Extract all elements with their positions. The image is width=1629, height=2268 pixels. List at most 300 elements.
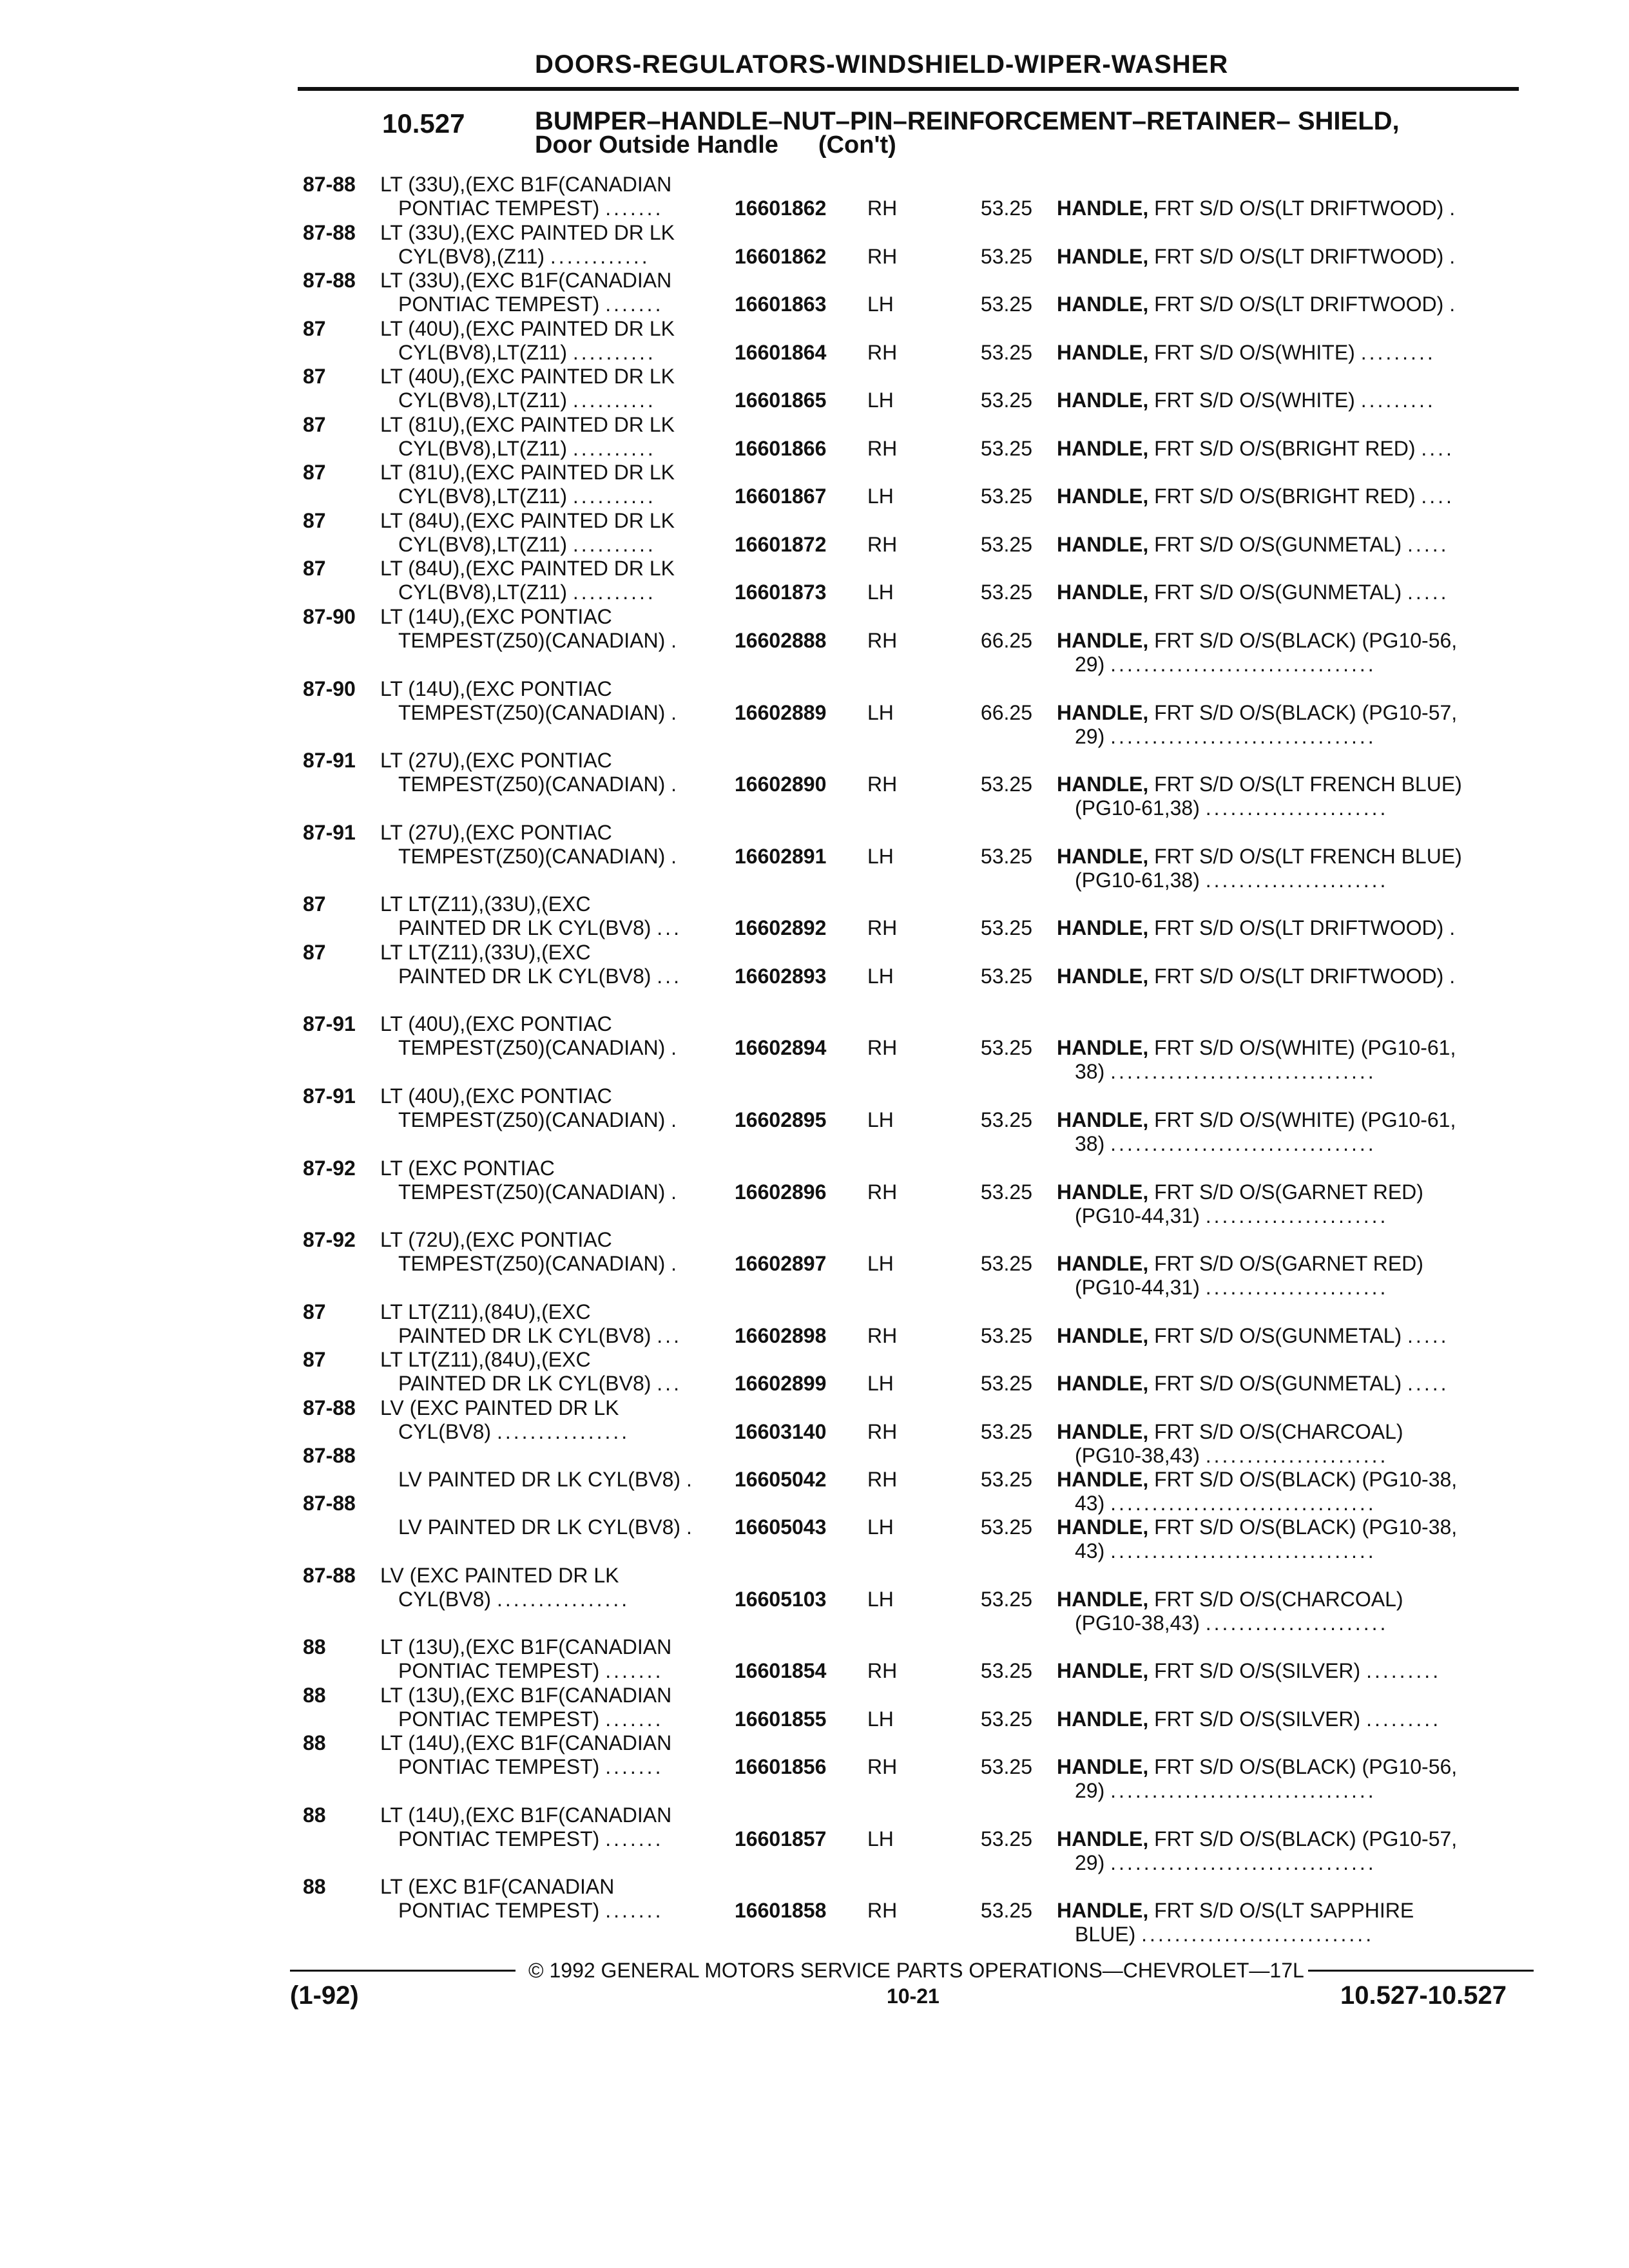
model-years: 87-88 bbox=[303, 1444, 356, 1467]
price: 53.25 bbox=[980, 1899, 1032, 1922]
leader-dots: .......... bbox=[572, 581, 656, 604]
description-noun: HANDLE, bbox=[1057, 197, 1149, 220]
side: RH bbox=[867, 1468, 898, 1491]
model-years: 87-91 bbox=[303, 821, 356, 844]
part-row bbox=[0, 1157, 1629, 1227]
leader-dots: ...................... bbox=[1205, 1276, 1389, 1299]
part-description bbox=[1057, 1659, 1441, 1682]
leader-dots: . bbox=[1449, 197, 1458, 220]
description-text-line2: 29) bbox=[1075, 725, 1105, 748]
description-noun: HANDLE, bbox=[1057, 1036, 1149, 1059]
leader-dots: ....... bbox=[605, 1827, 664, 1850]
description-text-line2: (PG10-44,31) bbox=[1075, 1276, 1200, 1299]
part-description bbox=[1057, 485, 1454, 508]
description-continuation bbox=[1075, 1204, 1388, 1227]
price: 53.25 bbox=[980, 293, 1032, 316]
leader-dots: . bbox=[686, 1515, 695, 1539]
description-text: FRT S/D O/S(WHITE) (PG10-61, bbox=[1154, 1036, 1456, 1059]
description-noun: HANDLE, bbox=[1057, 1252, 1149, 1275]
description-text: FRT S/D O/S(GARNET RED) bbox=[1154, 1252, 1423, 1275]
leader-dots: . bbox=[671, 1252, 680, 1275]
description-noun: HANDLE, bbox=[1057, 1827, 1149, 1850]
application-text: CYL(BV8),LT(Z11) bbox=[398, 581, 567, 604]
description-text: FRT S/D O/S(BLACK) (PG10-38, bbox=[1154, 1468, 1458, 1491]
description-noun: HANDLE, bbox=[1057, 1420, 1149, 1443]
price: 53.25 bbox=[980, 197, 1032, 220]
part-description bbox=[1057, 1468, 1457, 1491]
part-description bbox=[1057, 1372, 1449, 1395]
application-text: CYL(BV8),LT(Z11) bbox=[398, 341, 567, 364]
application-line2 bbox=[398, 293, 663, 316]
application-line1: LT LT(Z11),(33U),(EXC bbox=[380, 892, 591, 916]
part-row bbox=[0, 1396, 1629, 1467]
application-line2 bbox=[398, 533, 656, 556]
part-row bbox=[0, 821, 1629, 892]
part-description bbox=[1057, 1827, 1457, 1850]
leader-dots: ... bbox=[657, 916, 682, 939]
application-text: TEMPEST(Z50)(CANADIAN) bbox=[398, 1036, 666, 1059]
model-years: 87-91 bbox=[303, 749, 356, 772]
side: LH bbox=[867, 1515, 894, 1539]
application-line2 bbox=[398, 1659, 663, 1682]
price: 53.25 bbox=[980, 389, 1032, 412]
part-row bbox=[0, 1875, 1629, 1946]
description-text: FRT S/D O/S(BLACK) (PG10-56, bbox=[1154, 629, 1458, 652]
side: RH bbox=[867, 1036, 898, 1059]
revision-date: (1-92) bbox=[290, 1981, 359, 2010]
leader-dots: ................ bbox=[496, 1588, 630, 1611]
leader-dots: . bbox=[1449, 965, 1458, 988]
description-continuation bbox=[1075, 1132, 1376, 1155]
description-text: FRT S/D O/S(WHITE) bbox=[1154, 389, 1355, 412]
price: 53.25 bbox=[980, 1827, 1032, 1850]
model-years: 87-92 bbox=[303, 1157, 356, 1180]
description-text: FRT S/D O/S(GARNET RED) bbox=[1154, 1180, 1423, 1204]
part-row bbox=[0, 749, 1629, 820]
header-rule bbox=[298, 87, 1519, 91]
description-text-line2: 29) bbox=[1075, 1851, 1105, 1874]
leader-dots: ..... bbox=[1407, 581, 1449, 604]
part-number: 16601867 bbox=[735, 485, 827, 508]
application-line2 bbox=[398, 629, 679, 652]
description-continuation bbox=[1075, 1611, 1388, 1635]
side: LH bbox=[867, 389, 894, 412]
description-text: FRT S/D O/S(LT FRENCH BLUE) bbox=[1154, 773, 1462, 796]
part-number: 16601858 bbox=[735, 1899, 827, 1922]
description-continuation bbox=[1075, 1923, 1374, 1946]
price: 53.25 bbox=[980, 1036, 1032, 1059]
application-text: CYL(BV8),LT(Z11) bbox=[398, 437, 567, 460]
part-number: 16602894 bbox=[735, 1036, 827, 1059]
application-line2 bbox=[398, 916, 682, 939]
side: LH bbox=[867, 1372, 894, 1395]
application-text: CYL(BV8),LT(Z11) bbox=[398, 389, 567, 412]
model-years: 87-88 bbox=[303, 1396, 356, 1419]
application-line1: LT (84U),(EXC PAINTED DR LK bbox=[380, 509, 675, 532]
application-text: TEMPEST(Z50)(CANADIAN) bbox=[398, 1180, 666, 1204]
application-line2 bbox=[398, 245, 650, 268]
side: RH bbox=[867, 1659, 898, 1682]
part-number: 16602896 bbox=[735, 1180, 827, 1204]
part-row bbox=[0, 1635, 1629, 1684]
model-years: 87-88 bbox=[303, 221, 356, 244]
description-text-line2: BLUE) bbox=[1075, 1923, 1136, 1946]
side: LH bbox=[867, 1707, 894, 1731]
application-text: PONTIAC TEMPEST) bbox=[398, 1899, 600, 1922]
subsection-title: BUMPER–HANDLE–NUT–PIN–REINFORCEMENT–RETAINER– SHIELD, bbox=[535, 107, 1400, 135]
model-years: 87-91 bbox=[303, 1084, 356, 1108]
part-description bbox=[1057, 245, 1458, 268]
description-noun: HANDLE, bbox=[1057, 1468, 1149, 1491]
subsection-number: 10.527 bbox=[382, 108, 465, 139]
leader-dots: .... bbox=[1421, 485, 1454, 508]
side: RH bbox=[867, 341, 898, 364]
application-line1: LT (14U),(EXC B1F(CANADIAN bbox=[380, 1803, 672, 1827]
application-line2 bbox=[398, 485, 656, 508]
description-noun: HANDLE, bbox=[1057, 581, 1149, 604]
application-line2 bbox=[398, 965, 682, 988]
price: 66.25 bbox=[980, 701, 1032, 724]
side: RH bbox=[867, 245, 898, 268]
leader-dots: . bbox=[671, 1180, 680, 1204]
description-noun: HANDLE, bbox=[1057, 701, 1149, 724]
subsection-subtitle: Door Outside Handle bbox=[535, 131, 778, 159]
application-text: TEMPEST(Z50)(CANADIAN) bbox=[398, 1252, 666, 1275]
description-noun: HANDLE, bbox=[1057, 1659, 1149, 1682]
leader-dots: ......... bbox=[1366, 1707, 1441, 1731]
description-text: FRT S/D O/S(CHARCOAL) bbox=[1154, 1420, 1403, 1443]
leader-dots: ................................ bbox=[1110, 725, 1376, 748]
part-number: 16602898 bbox=[735, 1324, 827, 1347]
model-years: 87 bbox=[303, 557, 326, 580]
application-line2 bbox=[398, 1588, 630, 1611]
part-row bbox=[0, 1803, 1629, 1874]
price: 53.25 bbox=[980, 1420, 1032, 1443]
application-text: TEMPEST(Z50)(CANADIAN) bbox=[398, 701, 666, 724]
application-line1: LT LT(Z11),(84U),(EXC bbox=[380, 1348, 591, 1371]
description-continuation bbox=[1075, 1851, 1376, 1874]
continued-label: (Con't) bbox=[818, 131, 896, 159]
leader-dots: ... bbox=[657, 965, 682, 988]
application-text: LV PAINTED DR LK CYL(BV8) bbox=[398, 1468, 681, 1491]
description-text: FRT S/D O/S(GUNMETAL) bbox=[1154, 533, 1402, 556]
description-noun: HANDLE, bbox=[1057, 293, 1149, 316]
description-text: FRT S/D O/S(GUNMETAL) bbox=[1154, 1372, 1402, 1395]
side: RH bbox=[867, 1324, 898, 1347]
part-description bbox=[1057, 1707, 1441, 1731]
side: RH bbox=[867, 916, 898, 939]
application-line1: LT (40U),(EXC PAINTED DR LK bbox=[380, 365, 675, 388]
leader-dots: . bbox=[1449, 293, 1458, 316]
part-row bbox=[0, 892, 1629, 941]
part-row bbox=[0, 941, 1629, 990]
description-continuation bbox=[1075, 869, 1388, 892]
description-text: FRT S/D O/S(BLACK) (PG10-38, bbox=[1154, 1515, 1458, 1539]
leader-dots: ...................... bbox=[1205, 796, 1389, 820]
application-line2 bbox=[398, 341, 656, 364]
part-number: 16601866 bbox=[735, 437, 827, 460]
description-text: FRT S/D O/S(BRIGHT RED) bbox=[1154, 485, 1416, 508]
part-number: 16601863 bbox=[735, 293, 827, 316]
side: LH bbox=[867, 581, 894, 604]
model-years: 87-91 bbox=[303, 1012, 356, 1035]
description-text-line2: (PG10-38,43) bbox=[1075, 1444, 1200, 1467]
leader-dots: ......... bbox=[1360, 389, 1436, 412]
leader-dots: ......... bbox=[1360, 341, 1436, 364]
application-text: PONTIAC TEMPEST) bbox=[398, 1707, 600, 1731]
leader-dots: ...................... bbox=[1205, 1444, 1389, 1467]
description-text-line2: (PG10-38,43) bbox=[1075, 1611, 1200, 1635]
side: LH bbox=[867, 1827, 894, 1850]
application-line2 bbox=[398, 581, 656, 604]
description-noun: HANDLE, bbox=[1057, 1108, 1149, 1131]
part-description bbox=[1057, 1252, 1423, 1275]
leader-dots: .......... bbox=[572, 485, 656, 508]
price: 53.25 bbox=[980, 533, 1032, 556]
part-row bbox=[0, 1492, 1629, 1562]
part-description bbox=[1057, 1755, 1457, 1778]
part-row bbox=[0, 1012, 1629, 1083]
leader-dots: .......... bbox=[572, 533, 656, 556]
application-line1: LT (EXC B1F(CANADIAN bbox=[380, 1875, 615, 1898]
leader-dots: ....... bbox=[605, 1707, 664, 1731]
part-description bbox=[1057, 773, 1462, 796]
part-description bbox=[1057, 1324, 1449, 1347]
description-text: FRT S/D O/S(LT SAPPHIRE bbox=[1154, 1899, 1414, 1922]
part-row bbox=[0, 365, 1629, 414]
application-line1: LT (27U),(EXC PONTIAC bbox=[380, 749, 612, 772]
price: 53.25 bbox=[980, 581, 1032, 604]
application-text: TEMPEST(Z50)(CANADIAN) bbox=[398, 629, 666, 652]
leader-dots: . bbox=[686, 1468, 695, 1491]
description-text: FRT S/D O/S(BLACK) (PG10-57, bbox=[1154, 1827, 1458, 1850]
application-line1: LT (84U),(EXC PAINTED DR LK bbox=[380, 557, 675, 580]
application-text: PAINTED DR LK CYL(BV8) bbox=[398, 965, 651, 988]
application-line1: LT LT(Z11),(84U),(EXC bbox=[380, 1300, 591, 1323]
leader-dots: .......... bbox=[572, 437, 656, 460]
application-line2 bbox=[398, 1899, 663, 1922]
leader-dots: ................................ bbox=[1110, 1851, 1376, 1874]
side: RH bbox=[867, 1899, 898, 1922]
description-noun: HANDLE, bbox=[1057, 1899, 1149, 1922]
description-text-line2: 38) bbox=[1075, 1132, 1105, 1155]
part-description bbox=[1057, 1108, 1456, 1131]
model-years: 87 bbox=[303, 941, 326, 964]
application-text: PONTIAC TEMPEST) bbox=[398, 1755, 600, 1778]
price: 53.25 bbox=[980, 1515, 1032, 1539]
part-row bbox=[0, 1564, 1629, 1635]
side: LH bbox=[867, 1252, 894, 1275]
part-row bbox=[0, 269, 1629, 318]
leader-dots: .......... bbox=[572, 341, 656, 364]
part-row bbox=[0, 221, 1629, 270]
description-noun: HANDLE, bbox=[1057, 485, 1149, 508]
description-text-line2: 43) bbox=[1075, 1539, 1105, 1562]
section-title: DOORS-REGULATORS-WINDSHIELD-WIPER-WASHER bbox=[535, 50, 1229, 79]
part-row bbox=[0, 1684, 1629, 1733]
leader-dots: . bbox=[671, 1108, 680, 1131]
application-text: CYL(BV8) bbox=[398, 1420, 492, 1443]
application-line1: LT (33U),(EXC B1F(CANADIAN bbox=[380, 269, 672, 292]
description-noun: HANDLE, bbox=[1057, 965, 1149, 988]
leader-dots: . bbox=[1449, 245, 1458, 268]
part-row bbox=[0, 1084, 1629, 1155]
part-number: 16601862 bbox=[735, 245, 827, 268]
part-number: 16605103 bbox=[735, 1588, 827, 1611]
part-number: 16601873 bbox=[735, 581, 827, 604]
application-line2 bbox=[398, 1108, 679, 1131]
model-years: 87-90 bbox=[303, 677, 356, 700]
part-row bbox=[0, 173, 1629, 222]
part-row bbox=[0, 557, 1629, 606]
application-line2 bbox=[398, 1252, 679, 1275]
model-years: 87 bbox=[303, 461, 326, 484]
leader-dots: . bbox=[671, 845, 680, 868]
price: 53.25 bbox=[980, 341, 1032, 364]
application-line2 bbox=[398, 437, 656, 460]
part-number: 16602895 bbox=[735, 1108, 827, 1131]
description-noun: HANDLE, bbox=[1057, 1755, 1149, 1778]
part-row bbox=[0, 605, 1629, 676]
leader-dots: ....... bbox=[605, 1899, 664, 1922]
description-noun: HANDLE, bbox=[1057, 629, 1149, 652]
side: RH bbox=[867, 773, 898, 796]
application-text: CYL(BV8),LT(Z11) bbox=[398, 485, 567, 508]
model-years: 87-88 bbox=[303, 173, 356, 196]
application-line1: LT (13U),(EXC B1F(CANADIAN bbox=[380, 1635, 672, 1658]
price: 53.25 bbox=[980, 845, 1032, 868]
description-text: FRT S/D O/S(BRIGHT RED) bbox=[1154, 437, 1416, 460]
leader-dots: . bbox=[1449, 916, 1458, 939]
side: LH bbox=[867, 701, 894, 724]
price: 53.25 bbox=[980, 437, 1032, 460]
part-number: 16601854 bbox=[735, 1659, 827, 1682]
description-noun: HANDLE, bbox=[1057, 389, 1149, 412]
description-noun: HANDLE, bbox=[1057, 773, 1149, 796]
description-text: FRT S/D O/S(SILVER) bbox=[1154, 1707, 1361, 1731]
part-row bbox=[0, 1348, 1629, 1397]
part-number: 16602897 bbox=[735, 1252, 827, 1275]
side: LH bbox=[867, 1108, 894, 1131]
application-line1: LT (33U),(EXC PAINTED DR LK bbox=[380, 221, 675, 244]
side: RH bbox=[867, 1420, 898, 1443]
part-number: 16602889 bbox=[735, 701, 827, 724]
application-line1: LT (13U),(EXC B1F(CANADIAN bbox=[380, 1684, 672, 1707]
part-number: 16601865 bbox=[735, 389, 827, 412]
application-line2 bbox=[398, 1180, 679, 1204]
price: 53.25 bbox=[980, 965, 1032, 988]
description-text-line2: (PG10-61,38) bbox=[1075, 869, 1200, 892]
footer-rule-left bbox=[290, 1970, 516, 1972]
part-description bbox=[1057, 916, 1458, 939]
side: RH bbox=[867, 1180, 898, 1204]
price: 53.25 bbox=[980, 1108, 1032, 1131]
model-years: 87-90 bbox=[303, 605, 356, 628]
leader-dots: .......... bbox=[572, 389, 656, 412]
description-text-line2: 43) bbox=[1075, 1492, 1105, 1515]
application-line1: LT (33U),(EXC B1F(CANADIAN bbox=[380, 173, 672, 196]
application-line1: LT (40U),(EXC PONTIAC bbox=[380, 1084, 612, 1108]
model-years: 88 bbox=[303, 1803, 326, 1827]
price: 53.25 bbox=[980, 1468, 1032, 1491]
description-text: FRT S/D O/S(LT DRIFTWOOD) bbox=[1154, 293, 1444, 316]
description-continuation bbox=[1075, 1060, 1376, 1083]
application-line1: LT (81U),(EXC PAINTED DR LK bbox=[380, 413, 675, 436]
application-line1: LT (27U),(EXC PONTIAC bbox=[380, 821, 612, 844]
application-line2 bbox=[398, 1827, 663, 1850]
description-text: FRT S/D O/S(BLACK) (PG10-57, bbox=[1154, 701, 1458, 724]
part-description bbox=[1057, 629, 1457, 652]
leader-dots: ..... bbox=[1407, 1372, 1449, 1395]
application-line1: LV (EXC PAINTED DR LK bbox=[380, 1564, 619, 1587]
application-text: PONTIAC TEMPEST) bbox=[398, 197, 600, 220]
part-row bbox=[0, 1731, 1629, 1802]
description-noun: HANDLE, bbox=[1057, 916, 1149, 939]
description-continuation bbox=[1075, 653, 1376, 676]
description-noun: HANDLE, bbox=[1057, 1324, 1149, 1347]
part-number: 16602891 bbox=[735, 845, 827, 868]
price: 53.25 bbox=[980, 245, 1032, 268]
application-line2 bbox=[398, 1372, 682, 1395]
model-years: 88 bbox=[303, 1684, 326, 1707]
section-range: 10.527-10.527 bbox=[1340, 1981, 1507, 2010]
description-text-line2: 38) bbox=[1075, 1060, 1105, 1083]
description-text: FRT S/D O/S(BLACK) (PG10-56, bbox=[1154, 1755, 1458, 1778]
model-years: 88 bbox=[303, 1731, 326, 1754]
application-line2 bbox=[398, 701, 679, 724]
model-years: 87 bbox=[303, 1348, 326, 1371]
price: 53.25 bbox=[980, 1755, 1032, 1778]
leader-dots: ................................ bbox=[1110, 1132, 1376, 1155]
description-noun: HANDLE, bbox=[1057, 845, 1149, 868]
page-number: 10-21 bbox=[887, 1984, 940, 2008]
part-number: 16601864 bbox=[735, 341, 827, 364]
price: 53.25 bbox=[980, 485, 1032, 508]
part-row bbox=[0, 1300, 1629, 1349]
application-line2 bbox=[398, 1755, 663, 1778]
part-description bbox=[1057, 965, 1458, 988]
leader-dots: . bbox=[671, 701, 680, 724]
price: 53.25 bbox=[980, 1372, 1032, 1395]
side: RH bbox=[867, 197, 898, 220]
description-noun: HANDLE, bbox=[1057, 1372, 1149, 1395]
description-text: FRT S/D O/S(LT DRIFTWOOD) bbox=[1154, 965, 1444, 988]
description-text: FRT S/D O/S(SILVER) bbox=[1154, 1659, 1361, 1682]
part-number: 16602888 bbox=[735, 629, 827, 652]
model-years: 87 bbox=[303, 1300, 326, 1323]
application-line2 bbox=[398, 1036, 679, 1059]
application-text: TEMPEST(Z50)(CANADIAN) bbox=[398, 773, 666, 796]
side: RH bbox=[867, 533, 898, 556]
application-line1: LT (72U),(EXC PONTIAC bbox=[380, 1228, 612, 1251]
part-number: 16601855 bbox=[735, 1707, 827, 1731]
side: RH bbox=[867, 1755, 898, 1778]
part-number: 16605043 bbox=[735, 1515, 827, 1539]
description-text: FRT S/D O/S(LT DRIFTWOOD) bbox=[1154, 197, 1444, 220]
model-years: 87 bbox=[303, 317, 326, 340]
application-text: CYL(BV8),LT(Z11) bbox=[398, 533, 567, 556]
price: 66.25 bbox=[980, 629, 1032, 652]
application-line1: LT (40U),(EXC PONTIAC bbox=[380, 1012, 612, 1035]
leader-dots: ............................ bbox=[1141, 1923, 1374, 1946]
price: 53.25 bbox=[980, 1707, 1032, 1731]
price: 53.25 bbox=[980, 1324, 1032, 1347]
model-years: 87 bbox=[303, 509, 326, 532]
application-line1: LV (EXC PAINTED DR LK bbox=[380, 1396, 619, 1419]
price: 53.25 bbox=[980, 773, 1032, 796]
model-years: 87 bbox=[303, 413, 326, 436]
description-noun: HANDLE, bbox=[1057, 1588, 1149, 1611]
